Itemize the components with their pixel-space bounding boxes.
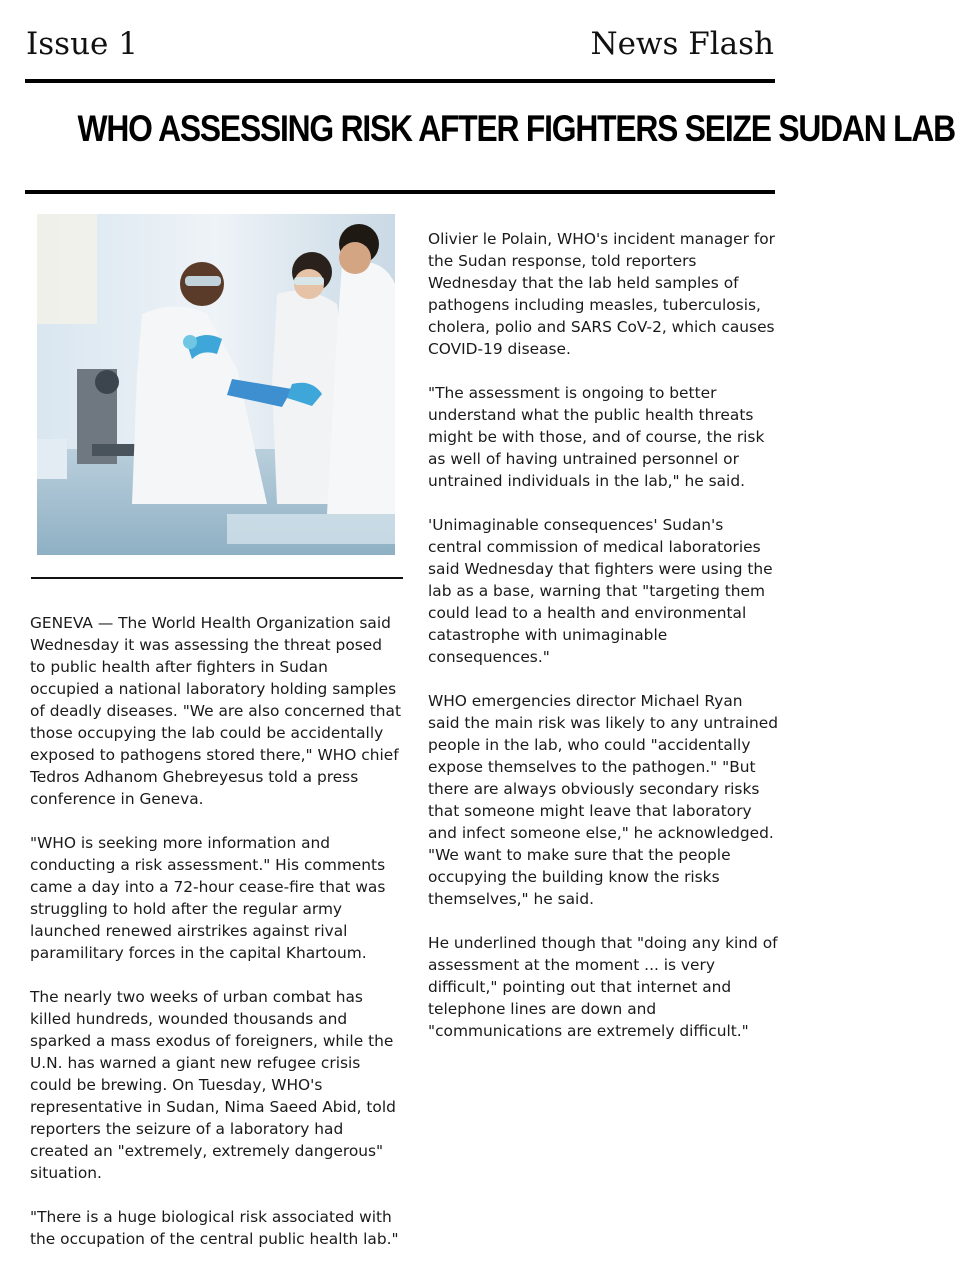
left-column [30,612,402,1272]
headline-rule [25,190,775,194]
right-paragraph: He underlined though that "doing any kind of assessment at the moment ... is very difficult," pointing out that internet and telephone lines are down and "communications are extremely difficult." [428,934,778,1040]
right-paragraph: Olivier le Polain, WHO's incident manager for the Sudan response, told reporters Wednesday that the lab held samples of pathogens including measles, tuberculosis, cholera, polio and SARS CoV-2, which causes COVID-19 disease. [428,230,776,358]
left-paragraph: The nearly two weeks of urban combat has killed hundreds, wounded thousands and sparked a mass exodus of foreigners, while the U.N. has warned a giant new refugee crisis could be brewing. On Tuesday, WHO's representative in Sudan, Nima Saeed Abid, told reporters the seizure of a laboratory had created an "extremely, extremely dangerous" situation. [30,988,396,1182]
left-paragraph: GENEVA — The World Health Organization said Wednesday it was assessing the threat posed to public health after fighters in Sudan occupied a national laboratory holding samples of deadly diseases. "We are also concerned that those occupying the lab could be accidentally exposed to pathogens stored there," WHO chief Tedros Adhanom Ghebreyesus told a press conference in Geneva. [30,614,402,808]
right-paragraph: WHO emergencies director Michael Ryan said the main risk was likely to any untrained people in the lab, who could "accidentally expose themselves to the pathogen." "But there are always obviously secondary risks that someone might leave that laboratory and infect someone else," he acknowledged. "We want to make sure that the people occupying the building know the risks themselves," he said. [428,692,779,908]
right-column [428,228,778,1064]
headline: WHO ASSESSING RISK AFTER FIGHTERS SEIZE SUDAN LAB [77,108,955,149]
lab-scientists-photo [37,214,395,555]
left-paragraph: "WHO is seeking more information and conducting a risk assessment." His comments came a day into a 72-hour cease-fire that was struggling to hold after the regular army launched renewed airstrikes against rival paramilitary forces in the capital Khartoum. [30,834,386,962]
issue-number: Issue 1 [26,26,138,62]
photo-rule [31,577,403,579]
top-rule [25,79,775,83]
right-paragraph: "The assessment is ongoing to better understand what the public health threats might be with those, and of course, the risk as well of having untrained personnel or untrained individuals in the lab," he said. [428,384,765,490]
section-title: News Flash [590,26,774,62]
right-paragraph: 'Unimaginable consequences' Sudan's central commission of medical laboratories said Wednesday that fighters were using the lab as a base, warning that "targeting them could lead to a health and environmental catastrophe with unimaginable consequences." [428,516,773,666]
left-paragraph: "There is a huge biological risk associated with the occupation of the central public health lab." [30,1208,399,1248]
